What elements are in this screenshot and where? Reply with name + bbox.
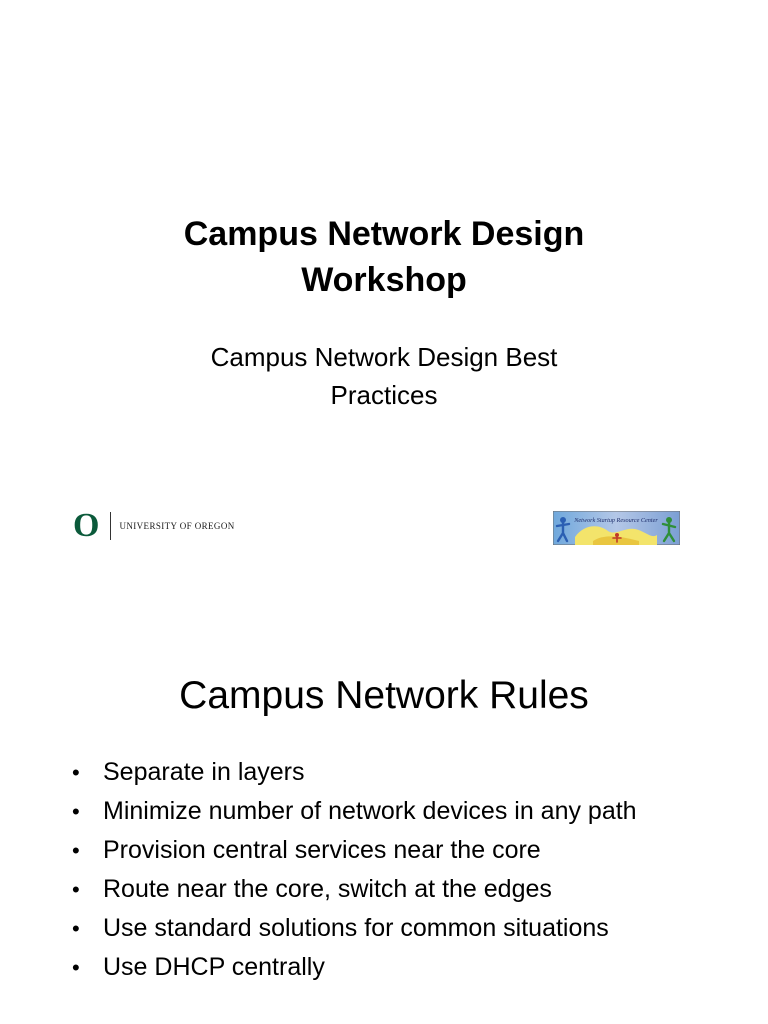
rule-text: Route near the core, switch at the edges: [103, 875, 552, 903]
list-item: [72, 792, 637, 831]
nsrc-logo-text: Network Startup Resource Center: [574, 517, 658, 524]
uo-logo-divider: [110, 512, 111, 540]
rule-text: Minimize number of network devices in any path: [103, 797, 637, 825]
slide-subtitle-line2: Practices: [330, 380, 438, 410]
slide-title: [0, 211, 768, 303]
list-item: [72, 948, 637, 987]
list-item: [72, 753, 637, 792]
bullet: •: [72, 799, 80, 824]
slide-subtitle-line1: Campus Network Design Best: [210, 342, 558, 372]
list-item: [72, 909, 637, 948]
rule-text: Provision central services near the core: [103, 836, 541, 864]
bullet: •: [72, 760, 80, 785]
university-of-oregon-logo: [73, 508, 235, 544]
rule-text: Use DHCP centrally: [103, 953, 325, 981]
list-item: [72, 831, 637, 870]
rule-text: Use standard solutions for common situations: [103, 914, 609, 942]
bullet: •: [72, 916, 80, 941]
rule-text: Separate in layers: [103, 758, 305, 786]
slide-title-line2: Workshop: [301, 261, 467, 299]
rules-list: [72, 753, 637, 987]
bullet: •: [72, 955, 80, 980]
slide-subtitle: [0, 338, 768, 414]
slide-title-line1: Campus Network Design: [183, 215, 585, 253]
list-item: [72, 870, 637, 909]
rules-title: Campus Network Rules: [179, 674, 589, 717]
uo-logo-text: UNIVERSITY OF OREGON: [119, 521, 235, 531]
bullet: •: [72, 877, 80, 902]
uo-o-letter: O: [73, 507, 100, 544]
nsrc-logo: [553, 511, 680, 545]
bullet: •: [72, 838, 80, 863]
